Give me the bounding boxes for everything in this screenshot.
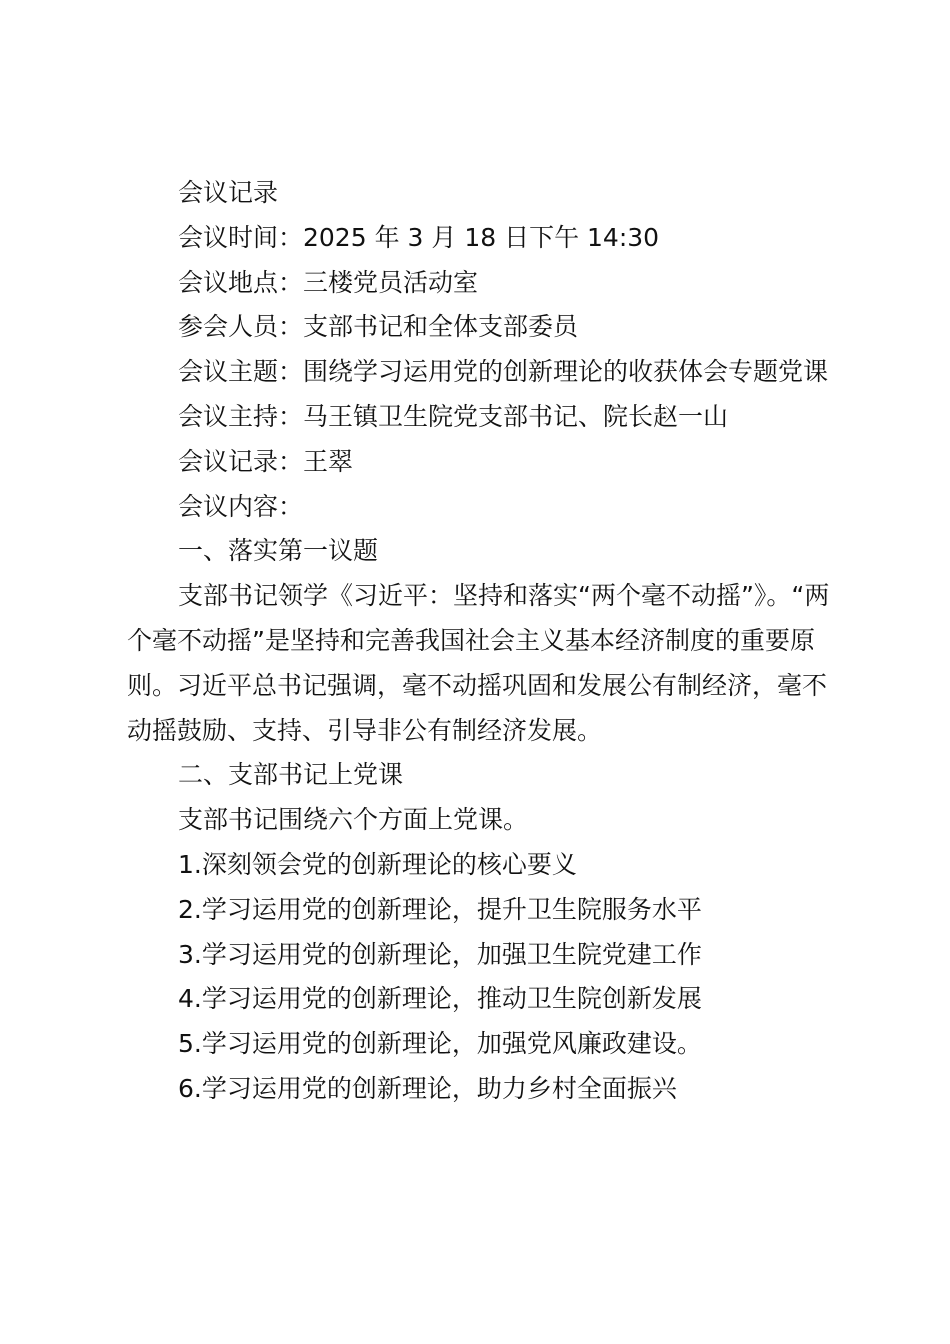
section-1-heading: 一、落实第一议题	[178, 536, 379, 566]
document-title: 会议记录	[178, 178, 279, 207]
section-2-heading: 二、支部书记上党课	[178, 760, 404, 790]
content-label: 会议内容：	[178, 491, 304, 521]
list-item: 6.学习运用党的创新理论，助力乡村全面振兴	[178, 1073, 677, 1103]
list-item: 2.学习运用党的创新理论，提升卫生院服务水平	[178, 894, 702, 924]
meeting-place: 会议地点：三楼党员活动室	[178, 267, 479, 297]
section-1-body: 支部书记领学《习近平：坚持和落实“两个毫不动摇”》。“两个毫不动摇”是坚持和完善我国社会主义基本经济制度的重要原则。习近平总书记强调，毫不动摇巩固和发展公有制经济，毫不动摇鼓励、支持、引导非公有制经济发展。	[127, 581, 830, 745]
meeting-recorder: 会议记录：王翠	[178, 446, 354, 476]
list-item: 1.深刻领会党的创新理论的核心要义	[178, 849, 577, 879]
list-item: 4.学习运用党的创新理论，推动卫生院创新发展	[178, 984, 702, 1014]
section-2-intro: 支部书记围绕六个方面上党课。	[178, 805, 529, 835]
list-item: 5.学习运用党的创新理论，加强党风廉政建设。	[178, 1029, 702, 1059]
list-item: 3.学习运用党的创新理论，加强卫生院党建工作	[178, 939, 702, 969]
meeting-attendees: 参会人员：支部书记和全体支部委员	[178, 312, 579, 342]
document-body	[127, 171, 837, 1112]
meeting-host: 会议主持：马王镇卫生院党支部书记、院长赵一山	[178, 401, 729, 431]
meeting-topic: 会议主题：围绕学习运用党的创新理论的收获体会专题党课	[178, 357, 829, 387]
meeting-time: 会议时间：2025 年 3 月 18 日下午 14:30	[178, 222, 660, 252]
